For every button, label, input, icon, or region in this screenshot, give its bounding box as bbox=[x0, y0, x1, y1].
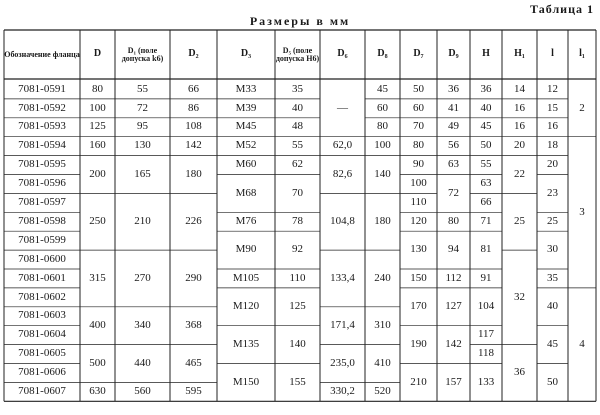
cell-D7: 120 bbox=[410, 214, 427, 227]
cell-D3: M150 bbox=[232, 375, 260, 388]
cell-l: 40 bbox=[547, 300, 558, 313]
cell-H: 63 bbox=[480, 177, 492, 190]
cell-D5: 155 bbox=[289, 375, 306, 388]
cell-D7: 110 bbox=[410, 196, 427, 209]
cell-D: 500 bbox=[89, 356, 106, 369]
cell-H: 81 bbox=[480, 243, 492, 256]
flange-code: 7081-0602 bbox=[18, 290, 66, 303]
cell-D3: M120 bbox=[232, 300, 260, 313]
flange-code: 7081-0599 bbox=[18, 233, 66, 246]
cell-D7: 150 bbox=[410, 271, 427, 284]
flange-code: 7081-0596 bbox=[18, 177, 66, 190]
cell-D5: 40 bbox=[292, 101, 303, 114]
header-D3: D₃ bbox=[240, 48, 252, 60]
flange-code: 7081-0601 bbox=[18, 271, 66, 284]
cell-D3: M90 bbox=[235, 243, 257, 256]
cell-l: 15 bbox=[547, 101, 558, 114]
cell-l: 30 bbox=[547, 243, 558, 256]
cell-D2: 368 bbox=[185, 318, 202, 331]
cell-D: 200 bbox=[89, 167, 106, 180]
cell-D: 250 bbox=[89, 214, 106, 227]
cell-D6: 171,4 bbox=[330, 318, 355, 331]
cell-D: 400 bbox=[89, 318, 106, 331]
cell-D7: 190 bbox=[410, 337, 427, 350]
header-l1: l₁ bbox=[579, 48, 585, 60]
cell-D7: 60 bbox=[413, 101, 424, 114]
cell-D8: 240 bbox=[374, 271, 391, 284]
cell-D9: 63 bbox=[448, 158, 459, 171]
cell-D9: 72 bbox=[448, 186, 459, 199]
cell-D7: 130 bbox=[410, 243, 427, 256]
cell-D9: 142 bbox=[445, 337, 462, 350]
table-number: Таблица 1 bbox=[530, 2, 594, 16]
cell-D9: 94 bbox=[448, 243, 459, 256]
cell-D7: 80 bbox=[413, 139, 424, 152]
header-D6: D₆ bbox=[337, 48, 348, 60]
cell-H: 91 bbox=[480, 271, 492, 284]
cell-D8: 180 bbox=[374, 214, 391, 227]
header-D: D bbox=[93, 48, 102, 60]
cell-l: 20 bbox=[547, 158, 558, 171]
cell-D3: M68 bbox=[235, 186, 257, 199]
cell-D1: 560 bbox=[134, 385, 151, 398]
cell-D1: 95 bbox=[137, 120, 148, 133]
cell-D5: 78 bbox=[292, 214, 303, 227]
cell-H1: 25 bbox=[514, 214, 525, 227]
cell-D: 125 bbox=[89, 120, 106, 133]
cell-H1: 32 bbox=[514, 290, 525, 303]
cell-D: 630 bbox=[89, 385, 106, 398]
flange-code: 7081-0592 bbox=[18, 101, 66, 114]
cell-D7: 90 bbox=[413, 158, 424, 171]
cell-D: 100 bbox=[89, 101, 106, 114]
cell-D6: 133,4 bbox=[330, 271, 355, 284]
cell-D5: 125 bbox=[289, 300, 306, 313]
flange-code: 7081-0603 bbox=[18, 309, 66, 322]
cell-D6: — bbox=[337, 101, 348, 114]
table-caption: Размеры в мм bbox=[249, 14, 351, 28]
flange-code: 7081-0600 bbox=[18, 252, 66, 265]
cell-D2: 108 bbox=[185, 120, 202, 133]
cell-D: 160 bbox=[89, 139, 106, 152]
cell-H: 133 bbox=[477, 375, 495, 388]
cell-H: 50 bbox=[480, 139, 492, 152]
cell-D9: 157 bbox=[445, 375, 462, 388]
cell-H1: 20 bbox=[514, 139, 525, 152]
header-D5: D₅ (поле допуска H6) bbox=[275, 45, 320, 63]
cell-D2: 290 bbox=[185, 271, 202, 284]
cell-D9: 41 bbox=[448, 101, 459, 114]
cell-D5: 48 bbox=[292, 120, 303, 133]
cell-D9: 112 bbox=[445, 271, 462, 284]
cell-D3: M105 bbox=[232, 271, 260, 284]
cell-D7: 50 bbox=[413, 82, 424, 95]
cell-D1: 55 bbox=[137, 82, 148, 95]
cell-D5: 110 bbox=[289, 271, 306, 284]
header-D9: D₉ bbox=[448, 48, 459, 60]
cell-l: 50 bbox=[547, 375, 558, 388]
cell-D5: 92 bbox=[292, 243, 303, 256]
cell-D5: 55 bbox=[292, 139, 303, 152]
cell-D6: 235,0 bbox=[330, 356, 355, 369]
cell-D2: 226 bbox=[185, 214, 202, 227]
cell-D2: 66 bbox=[188, 82, 199, 95]
header-D1: D₁ (поле допуска k6) bbox=[121, 45, 164, 63]
cell-H: 55 bbox=[480, 158, 492, 171]
cell-D1: 440 bbox=[134, 356, 151, 369]
cell-l: 18 bbox=[547, 139, 558, 152]
cell-l: 23 bbox=[547, 186, 558, 199]
cell-l: 35 bbox=[547, 271, 558, 284]
cell-H: 117 bbox=[477, 328, 495, 341]
cell-l: 45 bbox=[547, 337, 558, 350]
flange-code: 7081-0591 bbox=[18, 82, 66, 95]
cell-D8: 310 bbox=[374, 318, 391, 331]
cell-D3: M135 bbox=[232, 337, 260, 350]
cell-D2: 180 bbox=[185, 167, 202, 180]
cell-D6: 62,0 bbox=[332, 139, 353, 152]
flange-code: 7081-0594 bbox=[18, 139, 66, 152]
cell-D6: 330,2 bbox=[330, 385, 355, 398]
flange-code: 7081-0597 bbox=[18, 196, 66, 209]
cell-D8: 80 bbox=[377, 120, 388, 133]
header-D8: D₈ bbox=[377, 48, 388, 60]
cell-D5: 140 bbox=[289, 337, 306, 350]
cell-H: 66 bbox=[480, 196, 492, 209]
cell-D8: 410 bbox=[374, 356, 391, 369]
cell-D: 80 bbox=[92, 82, 103, 95]
cell-D3: M45 bbox=[235, 120, 257, 133]
cell-D1: 340 bbox=[134, 318, 151, 331]
cell-D9: 49 bbox=[448, 120, 459, 133]
cell-D7: 210 bbox=[410, 375, 427, 388]
cell-D3: M52 bbox=[235, 139, 257, 152]
flange-code: 7081-0598 bbox=[18, 214, 66, 227]
cell-H1: 36 bbox=[514, 366, 525, 379]
flange-code: 7081-0604 bbox=[18, 328, 66, 341]
cell-D6: 82,6 bbox=[332, 167, 353, 180]
header-code: Обозначение фланца bbox=[4, 49, 80, 59]
cell-D9: 56 bbox=[448, 139, 459, 152]
cell-l: 12 bbox=[547, 82, 558, 95]
cell-l1: 3 bbox=[579, 205, 585, 218]
cell-D3: M39 bbox=[235, 101, 257, 114]
cell-D2: 142 bbox=[185, 139, 202, 152]
cell-H1: 16 bbox=[514, 120, 525, 133]
cell-D5: 35 bbox=[292, 82, 303, 95]
flange-code: 7081-0593 bbox=[18, 120, 66, 133]
header-H: H bbox=[482, 48, 490, 60]
cell-D9: 80 bbox=[448, 214, 459, 227]
header-H1: H₁ bbox=[514, 48, 525, 60]
header-D2: D₂ bbox=[188, 48, 199, 60]
cell-D7: 70 bbox=[413, 120, 424, 133]
cell-H: 118 bbox=[477, 347, 495, 360]
cell-H: 104 bbox=[477, 300, 495, 313]
cell-D1: 210 bbox=[134, 214, 151, 227]
flange-code: 7081-0606 bbox=[18, 366, 66, 379]
cell-D1: 165 bbox=[134, 167, 151, 180]
cell-l: 25 bbox=[547, 214, 558, 227]
cell-D3: M76 bbox=[235, 214, 257, 227]
cell-l: 16 bbox=[547, 120, 558, 133]
cell-D3: M33 bbox=[235, 82, 257, 95]
cell-D1: 130 bbox=[134, 139, 151, 152]
cell-D3: M60 bbox=[235, 158, 257, 171]
cell-D1: 270 bbox=[134, 271, 151, 284]
cell-D8: 60 bbox=[377, 101, 388, 114]
header-l: l bbox=[551, 48, 554, 60]
cell-H: 45 bbox=[480, 120, 492, 133]
cell-D5: 70 bbox=[292, 186, 303, 199]
cell-D8: 45 bbox=[377, 82, 388, 95]
flange-code: 7081-0607 bbox=[18, 385, 66, 398]
cell-H1: 14 bbox=[514, 82, 525, 95]
cell-D8: 140 bbox=[374, 167, 391, 180]
cell-H: 40 bbox=[480, 101, 492, 114]
cell-D9: 36 bbox=[448, 82, 459, 95]
cell-D7: 100 bbox=[410, 177, 427, 190]
cell-D8: 520 bbox=[374, 385, 391, 398]
cell-D2: 86 bbox=[188, 101, 199, 114]
cell-H1: 22 bbox=[514, 167, 525, 180]
cell-H: 36 bbox=[480, 82, 492, 95]
cell-H: 71 bbox=[480, 214, 492, 227]
cell-l1: 4 bbox=[579, 337, 585, 350]
cell-H1: 16 bbox=[514, 101, 525, 114]
cell-D9: 127 bbox=[445, 300, 462, 313]
cell-D2: 465 bbox=[185, 356, 202, 369]
cell-D5: 62 bbox=[292, 158, 303, 171]
flange-code: 7081-0595 bbox=[18, 158, 66, 171]
cell-D6: 104,8 bbox=[330, 214, 355, 227]
flange-code: 7081-0605 bbox=[18, 347, 66, 360]
cell-D7: 170 bbox=[410, 300, 427, 313]
header-D7: D₇ bbox=[413, 48, 424, 60]
cell-D2: 595 bbox=[185, 385, 202, 398]
cell-D: 315 bbox=[89, 271, 106, 284]
cell-l1: 2 bbox=[579, 101, 585, 114]
cell-D8: 100 bbox=[374, 139, 391, 152]
cell-D1: 72 bbox=[137, 101, 148, 114]
